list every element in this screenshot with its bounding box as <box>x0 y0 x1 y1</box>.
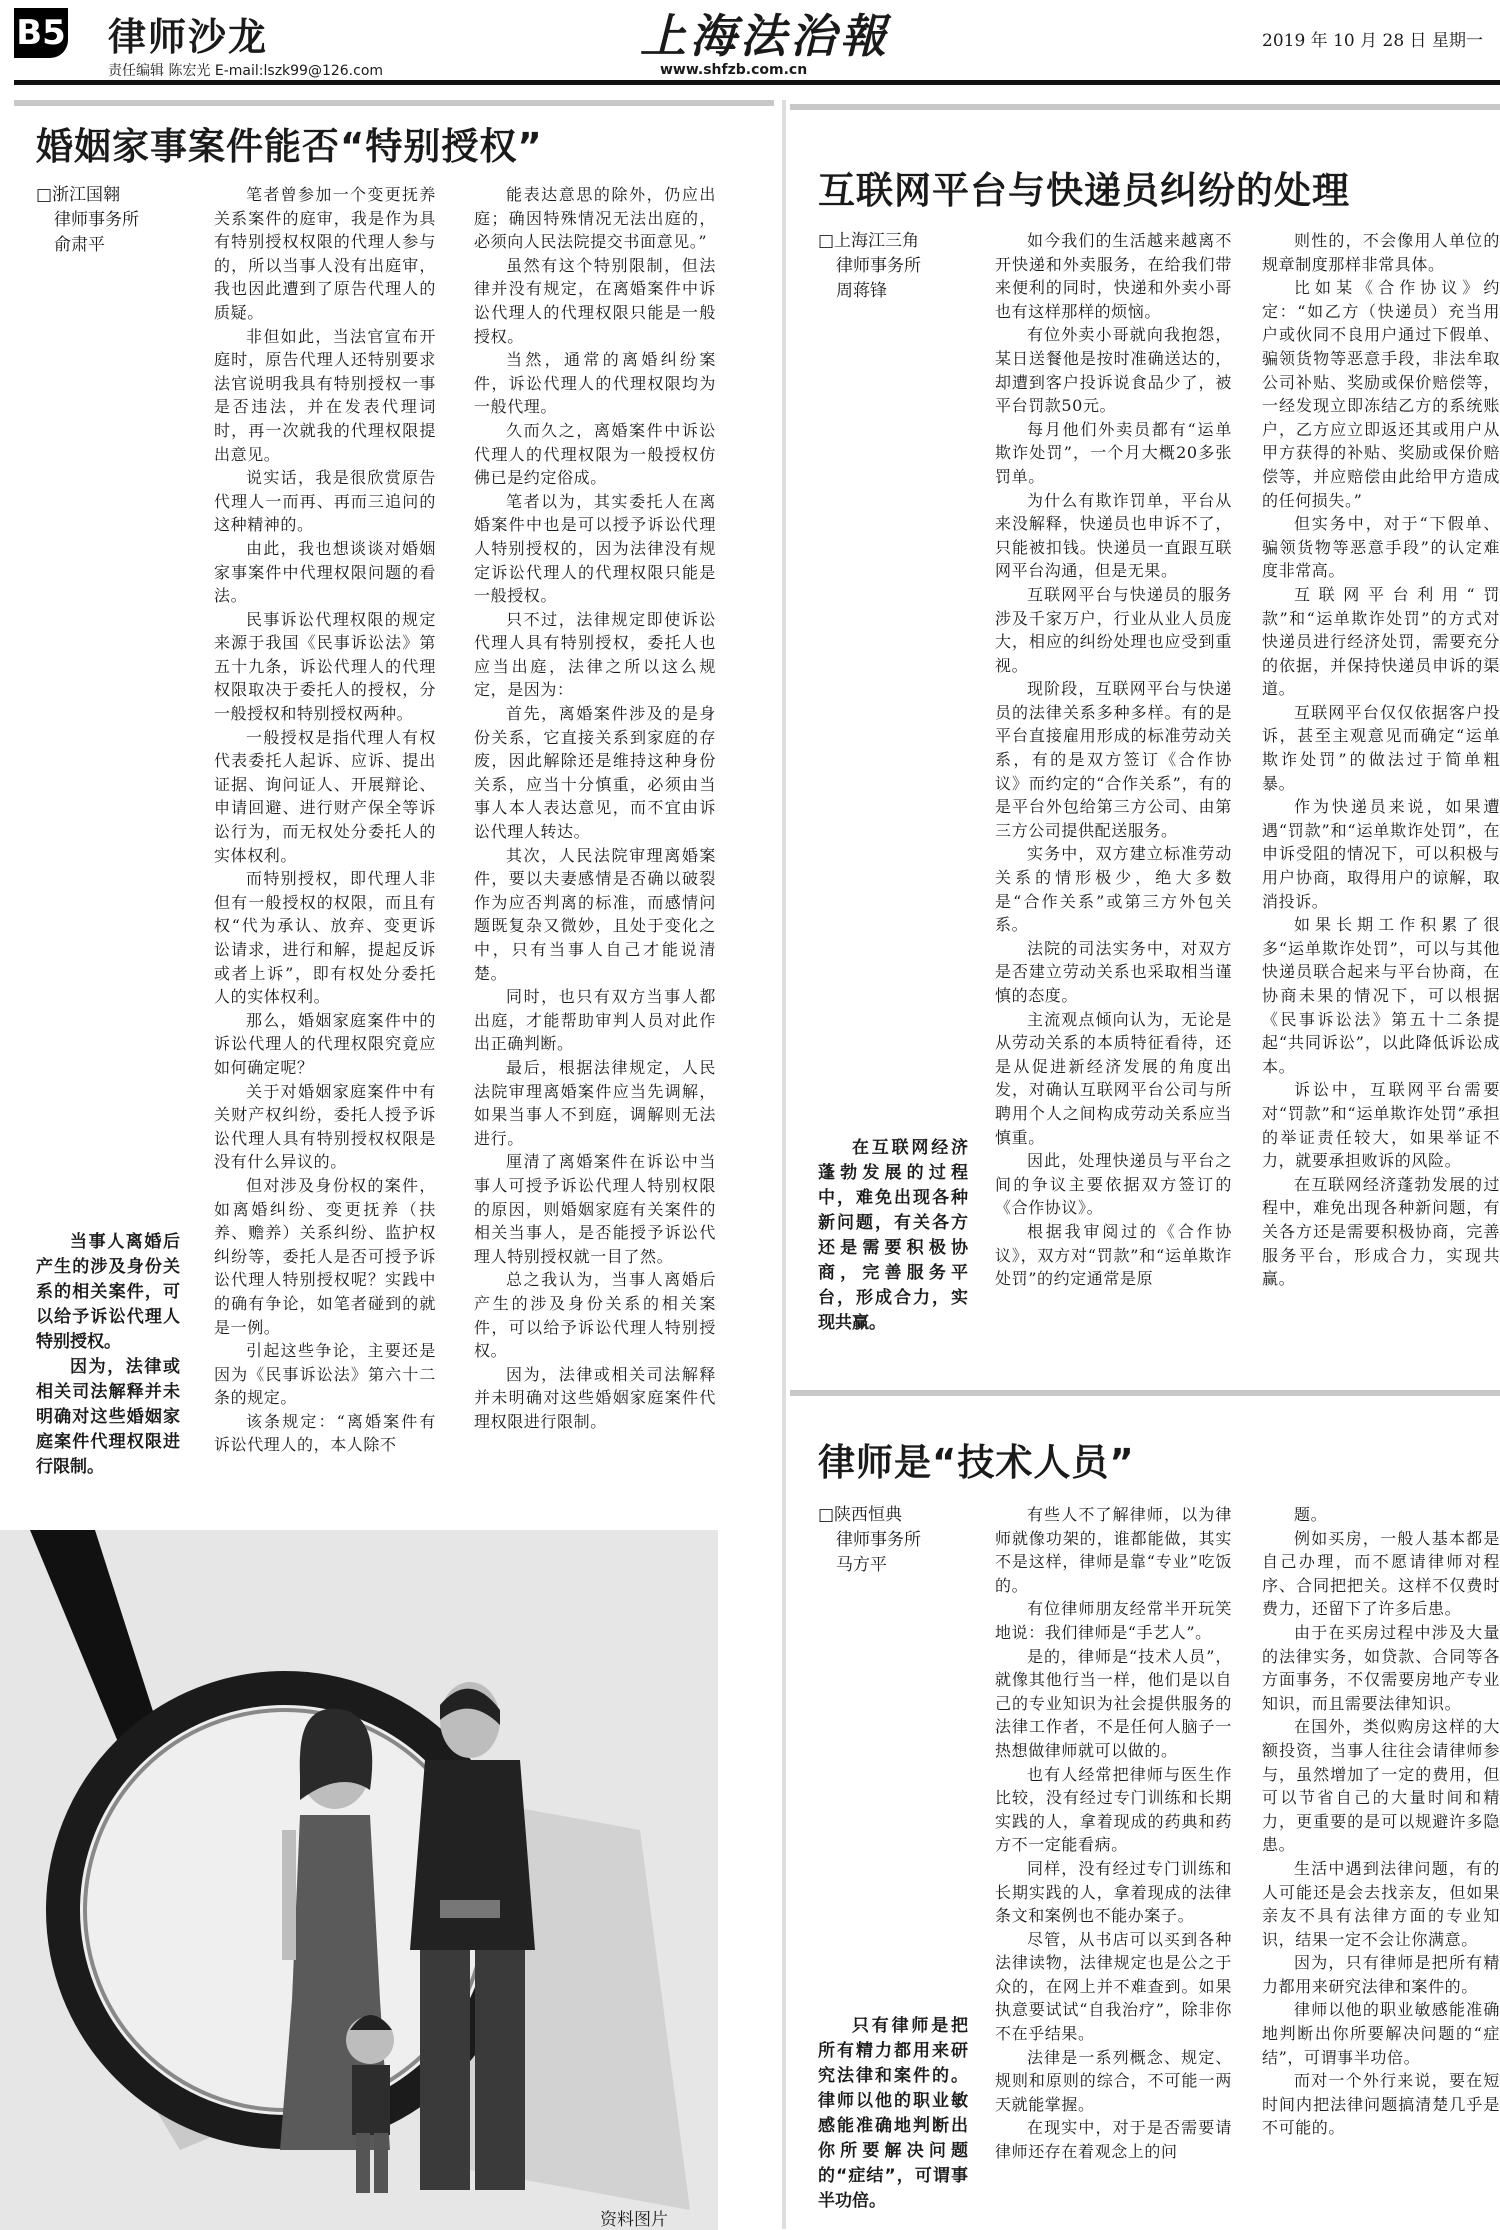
body-paragraph: 因为，法律或相关司法解释并未明确对这些婚姻家庭案件代理权限进行限制。 <box>474 1364 716 1431</box>
website-url: www.shfzb.com.cn <box>660 62 808 78</box>
body-paragraph: 关于对婚姻家庭案件中有关财产权纠纷，委托人授予诉讼代理人具有特别授权权限是没有什么异议的。 <box>214 1081 436 1172</box>
article2-byline: □上海江三角 律师事务所 周蒋锋 <box>818 231 921 301</box>
article2-pull-quote: 在互联网经济蓬勃发展的过程中，难免出现各种新问题，有关各方还是需要积极协商，完善服务平台，形成合力，实现共赢。 <box>818 1138 968 1333</box>
body-paragraph: 主流观点倾向认为，无论是从劳动关系的本质特征看待，还是从促进新经济发展的角度出发，对确认互联网平台公司与所聘用个人之间构成劳动关系应当慎重。 <box>995 1009 1232 1147</box>
body-paragraph: 如今我们的生活越来越离不开快递和外卖服务，在给我们带来便利的同时，快递和外卖小哥也有这样那样的烦恼。 <box>995 231 1232 321</box>
body-paragraph: 尽管，从书店可以买到各种法律读物，法律规定也是公之于众的，在网上并不难查到。如果执意要试试“自我治疗”，除非你不在乎结果。 <box>995 1929 1232 2044</box>
body-paragraph: 比如某《合作协议》约定：“如乙方（快递员）充当用户或伙同不良用户通过下假单、骗领货物等恶意手段，非法牟取公司补贴、奖励或保价赔偿等，一经发现立即冻结乙方的系统账户，乙方应立即返还其或用户从甲方获得的补贴、奖励或保价赔偿等，并应赔偿由此给甲方造成的任何损失。” <box>1262 278 1500 510</box>
body-paragraph: 为什么有欺诈罚单，平台从来没解释，快递员也申诉不了，只能被扣钱。快递员一直跟互联网平台沟通，但是无果。 <box>995 490 1232 581</box>
body-paragraph: 总之我认为，当事人离婚后产生的涉及身份关系的相关案件，可以给予诉讼代理人特别授权。 <box>474 1270 716 1361</box>
body-paragraph: 而对一个外行来说，要在短时间内把法律问题搞清楚几乎是不可能的。 <box>1262 2071 1500 2138</box>
article2-column-2 <box>1262 229 1500 1319</box>
body-paragraph: 法院的司法实务中，对双方是否建立劳动关系也采取相当谨慎的态度。 <box>995 938 1232 1005</box>
section-title: 律师沙龙 <box>108 15 269 59</box>
body-paragraph: 法律是一系列概念、规定、规则和原则的综合，不可能一两天就能掌握。 <box>995 2047 1232 2114</box>
body-paragraph: 有位外卖小哥就向我抱怨，某日送餐他是按时准确送达的，却遭到客户投诉说食品少了，被平台罚款50元。 <box>995 325 1232 416</box>
article3-top-rule <box>790 1390 1500 1396</box>
article1-byline: □浙江国翱 律师事务所 俞肃平 <box>36 185 139 255</box>
body-paragraph: 同时，也只有双方当事人都出庭，才能帮助审判人员对此作出正确判断。 <box>474 987 716 1054</box>
article2-title: 互联网平台与快递员纠纷的处理 <box>818 169 1350 212</box>
body-paragraph: 那么，婚姻家庭案件中的诉讼代理人的代理权限究竟应如何确定呢？ <box>214 1010 436 1077</box>
body-paragraph: 其次，人民法院审理离婚案件，要以夫妻感情是否确以破裂作为应否判离的标准，而感情问题既复杂又微妙，且处于变化之中，只有当事人自己才能说清楚。 <box>474 845 716 983</box>
body-paragraph: 题。 <box>1294 1505 1328 1524</box>
article3-column-2 <box>1262 1503 1500 2225</box>
body-paragraph: 但对涉及身份权的案件，如离婚纠纷、变更抚养（扶养、赡养）关系纠纷、监护权纠纷等，委托人是否可授予诉讼代理人特别授权呢？实践中的确有争论，如笔者碰到的就是一例。 <box>214 1175 436 1337</box>
article3-title: 律师是“技术人员” <box>818 1441 1135 1484</box>
magnifier-family-illustration <box>0 1530 718 2230</box>
body-paragraph: 是的，律师是“技术人员”，就像其他行当一样，他们是以自己的专业知识为社会提供服务的法律工作者，不是任何人脑子一热想做律师就可以做的。 <box>995 1646 1232 1760</box>
body-paragraph: 因此，处理快递员与平台之间的争议主要依据双方签订的《合作协议》。 <box>995 1151 1232 1218</box>
body-paragraph: 如果长期工作积累了很多“运单欺诈处罚”，可以与其他快递员联合起来与平台协商，在协商未果的情况下，可以根据《民事诉讼法》第五十二条提起“共同诉讼”，以此降低诉讼成本。 <box>1262 915 1500 1076</box>
illustration-svg <box>0 1530 718 2230</box>
body-paragraph: 一般授权是指代理人有权代表委托人起诉、应诉、提出证据、询问证人、开展辩论、申请回避、进行财产保全等诉讼行为，而无权处分委托人的实体权利。 <box>214 727 436 865</box>
body-paragraph: 首先，离婚案件涉及的是身份关系，它直接关系到家庭的存废，因此解除还是维持这种身份关系，应当十分慎重，必须由当事人本人表达意见，而不宜由诉讼代理人转达。 <box>474 704 716 842</box>
illustration-caption: 资料图片 <box>600 2210 668 2230</box>
body-paragraph: 在互联网经济蓬勃发展的过程中，难免出现各种新问题，有关各方还是需要积极协商，完善服务平台，形成合力，实现共赢。 <box>1262 1174 1500 1289</box>
body-paragraph: 实务中，双方建立标准劳动关系的情形极少，绝大多数是“合作关系”或第三方外包关系。 <box>995 844 1232 935</box>
body-paragraph: 也有人经常把律师与医生作比较，没有经过专门训练和长期实践的人，拿着现成的药典和药方不一定能看病。 <box>995 1764 1232 1855</box>
body-paragraph: 久而久之，离婚案件中诉讼代理人的代理权限为一般授权仿佛已是约定俗成。 <box>474 420 716 488</box>
body-paragraph: 互联网平台仅仅依据客户投诉，甚至主观意见而确定“运单欺诈处罚”的做法过于简单粗暴。 <box>1262 702 1500 793</box>
body-paragraph: 互联网平台与快递员的服务涉及千家万户，行业从业人员庞大，相应的纠纷处理也应受到重视。 <box>995 584 1232 675</box>
body-paragraph: 当然，通常的离婚纠纷案件，诉讼代理人的代理权限均为一般代理。 <box>474 350 716 417</box>
body-paragraph: 有些人不了解律师，以为律师就像功架的，谁都能做，其实不是这样，律师是靠“专业”吃饭的。 <box>995 1505 1232 1595</box>
header-rule <box>14 80 1500 85</box>
body-paragraph: 非但如此，当法官宣布开庭时，原告代理人还特别要求法官说明我具有特别授权一事是否违法，并在发表代理词时，再一次就我的代理权限提出意见。 <box>214 326 436 464</box>
body-paragraph: 同样，没有经过专门训练和长期实践的人，拿着现成的法律条文和案例也不能办案子。 <box>995 1858 1232 1926</box>
article2-column-1 <box>995 229 1232 1319</box>
body-paragraph: 在国外，类似购房这样的大额投资，当事人往往会请律师参与，虽然增加了一定的费用，但可以节省自己的大量时间和精力，更重要的是可以规避许多隐患。 <box>1262 1717 1500 1855</box>
article3-byline: □陕西恒典 律师事务所 马方平 <box>818 1505 921 1575</box>
newspaper-masthead: 上海法治報 <box>640 9 890 63</box>
issue-date: 2019 年 10 月 28 日 星期一 <box>1262 31 1483 51</box>
article1-column-2 <box>474 183 716 1473</box>
article3-column-1 <box>995 1503 1232 2225</box>
body-paragraph: 只不过，法律规定即使诉讼代理人具有特别授权，委托人也应当出庭，法律之所以这么规定，是因为： <box>474 609 716 700</box>
article1-title: 婚姻家事案件能否“特别授权” <box>36 125 543 168</box>
body-paragraph: 每月他们外卖员都有“运单欺诈处罚”，一个月大概20多张罚单。 <box>995 419 1232 486</box>
body-paragraph: 根据我审阅过的《合作协议》，双方对“罚款”和“运单欺诈处罚”的约定通常是原 <box>995 1221 1232 1289</box>
body-paragraph: 律师以他的职业敏感能准确地判断出你所要解决问题的“症结”，可谓事半功倍。 <box>1262 2000 1500 2067</box>
body-paragraph: 民事诉讼代理权限的规定来源于我国《民事诉讼法》第五十九条，诉讼代理人的代理权限取决于委托人的授权，分一般授权和特别授权两种。 <box>214 609 436 724</box>
article1-column-1 <box>214 183 436 1473</box>
body-paragraph: 说实话，我是很欣赏原告代理人一而再、再而三追问的这种精神的。 <box>214 468 436 535</box>
article2-top-rule <box>790 104 1500 110</box>
article1-top-rule <box>14 100 774 106</box>
body-paragraph: 厘清了离婚案件在诉讼中当事人可授予诉讼代理人特别权限的原因，则婚姻家庭有关案件的相关当事人，是否能授予诉讼代理人特别授权就一目了然。 <box>474 1152 716 1266</box>
article3-pull-quote: 只有律师是把所有精力都用来研究法律和案件的。律师以他的职业敏感能准确地判断出你所要解决问题的“症结”，可谓事半功倍。 <box>818 2016 968 2211</box>
article1-pull-quote: 当事人离婚后产生的涉及身份关系的相关案件，可以给予诉讼代理人特别授权。 因为，法律或相关司法解释并未明确对这些婚姻家庭案件代理权限进行限制。 <box>36 1232 180 1477</box>
editor-line: 责任编辑 陈宏光 E-mail:lszk99@126.com <box>108 63 384 79</box>
body-paragraph: 在现实中，对于是否需要请律师还存在着观念上的问 <box>995 2118 1232 2162</box>
body-paragraph: 因为，只有律师是把所有精力都用来研究法律和案件的。 <box>1262 1953 1500 1996</box>
body-paragraph: 互联网平台利用“罚款”和“运单欺诈处罚”的方式对快递员进行经济处罚，需要充分的依据，并保持快递员申诉的渠道。 <box>1262 584 1500 699</box>
body-paragraph: 由于在买房过程中涉及大量的法律实务，如贷款、合同等各方面事务，不仅需要房地产专业知识，而且需要法律知识。 <box>1262 1622 1500 1713</box>
body-paragraph: 作为快递员来说，如果遭遇“罚款”和“运单欺诈处罚”，在申诉受阻的情况下，可以积极与用户协商，取得用户的谅解，取消投诉。 <box>1262 797 1500 911</box>
body-paragraph: 诉讼中，互联网平台需要对“罚款”和“运单欺诈处罚”承担的举证责任较大，如果举证不力，就要承担败诉的风险。 <box>1262 1080 1500 1171</box>
body-paragraph: 虽然有这个特别限制，但法律并没有规定，在离婚案件中诉讼代理人的代理权限只能是一般授权。 <box>474 255 716 346</box>
body-paragraph: 而特别授权，即代理人非但有一般授权的权限，而且有权“代为承认、放弃、变更诉讼请求，进行和解，提起反诉或者上诉”，即有权处分委托人的实体权利。 <box>214 869 436 1007</box>
column-divider <box>782 100 786 2229</box>
body-paragraph: 笔者以为，其实委托人在离婚案件中也是可以授予诉讼代理人特别授权的，因为法律没有规定诉讼代理人的代理权限只能是一般授权。 <box>474 491 716 606</box>
body-paragraph: 但实务中，对于“下假单、骗领货物等恶意手段”的认定难度非常高。 <box>1262 514 1500 581</box>
body-paragraph: 引起这些争论，主要还是因为《民事诉讼法》第六十二条的规定。 <box>214 1341 436 1408</box>
body-paragraph: 则性的，不会像用人单位的规章制度那样非常具体。 <box>1262 231 1500 274</box>
body-paragraph: 最后，根据法律规定，人民法院审理离婚案件应当先调解，如果当事人不到庭，调解则无法进行。 <box>474 1057 716 1148</box>
body-paragraph: 生活中遇到法律问题，有的人可能还是会去找亲友，但如果亲友不具有法律方面的专业知识，结果一定不会让你满意。 <box>1262 1858 1500 1949</box>
body-paragraph: 笔者曾参加一个变更抚养关系案件的庭审，我是作为具有特别授权权限的代理人参与的，所以当事人没有出庭审，我也因此遭到了原告代理人的质疑。 <box>214 185 436 322</box>
body-paragraph: 有位律师朋友经常半开玩笑地说：我们律师是“手艺人”。 <box>995 1599 1232 1642</box>
page-number-badge: B5 <box>14 8 68 58</box>
body-paragraph: 该条规定：“离婚案件有诉讼代理人的，本人除不 <box>214 1411 436 1455</box>
body-paragraph: 例如买房，一般人基本都是自己办理，而不愿请律师对程序、合同把把关。这样不仅费时费力，还留下了许多后患。 <box>1262 1528 1500 1619</box>
body-paragraph: 由此，我也想谈谈对婚姻家事案件中代理权限问题的看法。 <box>214 538 436 606</box>
body-paragraph: 能表达意思的除外，仍应出庭；确因特殊情况无法出庭的，必须向人民法院提交书面意见。” <box>474 185 716 252</box>
body-paragraph: 现阶段，互联网平台与快递员的法律关系多种多样。有的是平台直接雇用形成的标准劳动关系，有的是双方签订《合作协议》而约定的“合作关系”，有的是平台外包给第三方公司、由第三方公司提供配送服务。 <box>995 679 1232 840</box>
